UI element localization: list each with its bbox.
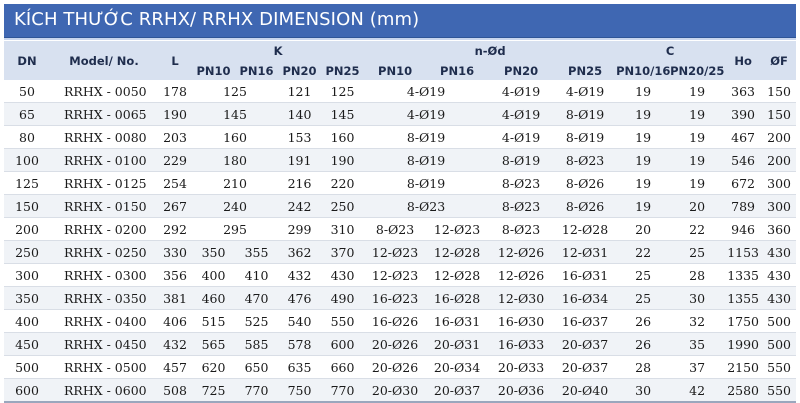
cell-k-pn20: 121 [278,80,321,103]
cell-c-pn2025: 28 [670,264,724,287]
cell-nod-pn25: 16-Ø31 [554,264,616,287]
cell-k-pn25: 370 [321,241,364,264]
cell-k-pn1016: 210 [192,172,278,195]
cell-ho: 946 [724,218,762,241]
cell-c-pn1016: 22 [616,241,670,264]
cell-nod-pn10: 20-Ø30 [364,379,426,403]
cell-nod-pn1016: 4-Ø19 [364,103,488,126]
cell-of: 200 [762,149,796,172]
cell-of: 150 [762,80,796,103]
cell-nod-pn20: 4-Ø19 [488,80,554,103]
cell-dn: 65 [4,103,50,126]
cell-ho: 546 [724,149,762,172]
cell-ho: 390 [724,103,762,126]
cell-nod-pn25: 8-Ø26 [554,195,616,218]
cell-model: RRHX - 0080 [50,126,158,149]
cell-nod-pn16: 12-Ø23 [426,218,488,241]
col-nod: n-Ød [364,41,616,61]
table-row [4,149,796,172]
cell-nod-pn20: 20-Ø36 [488,379,554,403]
col-k-pn16: PN16 [235,61,278,80]
title-bar [4,4,796,38]
cell-k-pn20: 216 [278,172,321,195]
cell-nod-pn16: 20-Ø31 [426,333,488,356]
col-nod-pn25: PN25 [554,61,616,80]
cell-of: 150 [762,103,796,126]
cell-nod-pn16: 12-Ø28 [426,241,488,264]
cell-nod-pn16: 20-Ø34 [426,356,488,379]
cell-nod-pn10: 8-Ø23 [364,218,426,241]
cell-l: 254 [158,172,192,195]
table-row [4,287,796,310]
cell-k-pn10: 350 [192,241,235,264]
cell-nod-pn25: 8-Ø23 [554,149,616,172]
cell-c-pn1016: 26 [616,333,670,356]
cell-k-pn10: 460 [192,287,235,310]
cell-c-pn2025: 37 [670,356,724,379]
cell-ho: 1355 [724,287,762,310]
cell-l: 267 [158,195,192,218]
cell-k-pn20: 153 [278,126,321,149]
cell-model: RRHX - 0100 [50,149,158,172]
cell-of: 430 [762,287,796,310]
cell-k-pn25: 220 [321,172,364,195]
cell-ho: 2580 [724,379,762,403]
cell-nod-pn10: 16-Ø26 [364,310,426,333]
cell-c-pn2025: 42 [670,379,724,403]
cell-l: 292 [158,218,192,241]
cell-ho: 1335 [724,264,762,287]
col-ho: Ho [724,41,762,80]
cell-nod-pn16: 16-Ø28 [426,287,488,310]
cell-nod-pn20: 12-Ø26 [488,264,554,287]
page-title: KÍCH THƯỚC RRHX/ RRHX DIMENSION (mm) [14,9,420,30]
cell-ho: 672 [724,172,762,195]
cell-l: 330 [158,241,192,264]
cell-k-pn25: 145 [321,103,364,126]
cell-nod-pn25: 20-Ø40 [554,379,616,403]
cell-c-pn1016: 19 [616,195,670,218]
cell-nod-pn20: 16-Ø33 [488,333,554,356]
cell-of: 430 [762,241,796,264]
cell-k-pn25: 125 [321,80,364,103]
cell-c-pn1016: 19 [616,172,670,195]
cell-ho: 789 [724,195,762,218]
cell-c-pn2025: 19 [670,126,724,149]
cell-dn: 400 [4,310,50,333]
cell-l: 432 [158,333,192,356]
cell-k-pn25: 430 [321,264,364,287]
col-nod-pn10: PN10 [364,61,426,80]
cell-model: RRHX - 0050 [50,80,158,103]
cell-of: 200 [762,126,796,149]
cell-c-pn2025: 35 [670,333,724,356]
cell-nod-pn25: 8-Ø19 [554,126,616,149]
cell-k-pn16: 585 [235,333,278,356]
cell-model: RRHX - 0600 [50,379,158,403]
cell-nod-pn10: 20-Ø26 [364,356,426,379]
cell-of: 500 [762,333,796,356]
cell-model: RRHX - 0150 [50,195,158,218]
cell-nod-pn25: 16-Ø34 [554,287,616,310]
cell-ho: 363 [724,80,762,103]
cell-k-pn25: 550 [321,310,364,333]
cell-nod-pn25: 4-Ø19 [554,80,616,103]
cell-dn: 50 [4,80,50,103]
cell-l: 203 [158,126,192,149]
cell-c-pn1016: 25 [616,264,670,287]
cell-k-pn25: 770 [321,379,364,403]
cell-dn: 450 [4,333,50,356]
cell-k-pn1016: 125 [192,80,278,103]
cell-l: 178 [158,80,192,103]
cell-k-pn25: 160 [321,126,364,149]
cell-dn: 100 [4,149,50,172]
cell-nod-pn25: 16-Ø37 [554,310,616,333]
cell-nod-pn20: 8-Ø23 [488,218,554,241]
cell-nod-pn16: 12-Ø28 [426,264,488,287]
table-row [4,172,796,195]
cell-k-pn10: 400 [192,264,235,287]
cell-ho: 2150 [724,356,762,379]
cell-of: 550 [762,379,796,403]
cell-dn: 125 [4,172,50,195]
col-c-pn2025: PN20/25 [670,61,724,80]
cell-ho: 1750 [724,310,762,333]
cell-k-pn1016: 295 [192,218,278,241]
cell-c-pn1016: 25 [616,287,670,310]
cell-of: 300 [762,195,796,218]
col-dn: DN [4,41,50,80]
cell-nod-pn25: 12-Ø31 [554,241,616,264]
col-k: K [192,41,364,61]
cell-dn: 350 [4,287,50,310]
cell-l: 406 [158,310,192,333]
cell-model: RRHX - 0250 [50,241,158,264]
cell-c-pn2025: 20 [670,195,724,218]
cell-model: RRHX - 0350 [50,287,158,310]
col-of: ØF [762,41,796,80]
cell-nod-pn20: 8-Ø23 [488,195,554,218]
col-nod-pn16: PN16 [426,61,488,80]
cell-nod-pn20: 4-Ø19 [488,103,554,126]
cell-ho: 467 [724,126,762,149]
cell-ho: 1153 [724,241,762,264]
dimension-table [4,41,796,403]
cell-c-pn1016: 28 [616,356,670,379]
cell-k-pn10: 515 [192,310,235,333]
cell-k-pn20: 362 [278,241,321,264]
cell-c-pn1016: 19 [616,80,670,103]
cell-nod-pn1016: 4-Ø19 [364,80,488,103]
cell-of: 500 [762,310,796,333]
cell-c-pn2025: 19 [670,149,724,172]
cell-k-pn25: 310 [321,218,364,241]
cell-c-pn2025: 19 [670,103,724,126]
cell-nod-pn1016: 8-Ø19 [364,126,488,149]
cell-c-pn2025: 25 [670,241,724,264]
cell-nod-pn20: 12-Ø30 [488,287,554,310]
table-row [4,379,796,403]
cell-nod-pn16: 16-Ø31 [426,310,488,333]
col-nod-pn20: PN20 [488,61,554,80]
cell-nod-pn1016: 8-Ø23 [364,195,488,218]
col-k-pn25: PN25 [321,61,364,80]
cell-k-pn10: 565 [192,333,235,356]
cell-k-pn10: 725 [192,379,235,403]
cell-c-pn1016: 20 [616,218,670,241]
table-row [4,195,796,218]
cell-l: 190 [158,103,192,126]
cell-c-pn2025: 30 [670,287,724,310]
cell-c-pn1016: 19 [616,149,670,172]
table-header [4,41,796,80]
cell-nod-pn25: 8-Ø19 [554,103,616,126]
table-body [4,80,796,402]
cell-nod-pn20: 8-Ø23 [488,172,554,195]
cell-c-pn2025: 19 [670,172,724,195]
cell-nod-pn10: 12-Ø23 [364,241,426,264]
cell-model: RRHX - 0200 [50,218,158,241]
cell-c-pn1016: 19 [616,126,670,149]
cell-of: 550 [762,356,796,379]
cell-k-pn16: 770 [235,379,278,403]
cell-of: 430 [762,264,796,287]
table-row [4,218,796,241]
col-c-pn1016: PN10/16 [616,61,670,80]
cell-k-pn20: 140 [278,103,321,126]
table-row [4,264,796,287]
cell-k-pn16: 410 [235,264,278,287]
cell-nod-pn20: 20-Ø33 [488,356,554,379]
col-k-pn20: PN20 [278,61,321,80]
cell-l: 508 [158,379,192,403]
cell-k-pn16: 355 [235,241,278,264]
table-row [4,103,796,126]
table-row [4,356,796,379]
cell-nod-pn1016: 8-Ø19 [364,149,488,172]
cell-k-pn20: 432 [278,264,321,287]
cell-of: 300 [762,172,796,195]
cell-k-pn25: 190 [321,149,364,172]
col-model: Model/ No. [50,41,158,80]
col-k-pn10: PN10 [192,61,235,80]
cell-nod-pn25: 8-Ø26 [554,172,616,195]
cell-k-pn1016: 145 [192,103,278,126]
cell-k-pn20: 476 [278,287,321,310]
cell-k-pn1016: 160 [192,126,278,149]
cell-model: RRHX - 0065 [50,103,158,126]
cell-c-pn2025: 32 [670,310,724,333]
cell-k-pn20: 750 [278,379,321,403]
cell-nod-pn20: 4-Ø19 [488,126,554,149]
cell-nod-pn10: 20-Ø26 [364,333,426,356]
cell-l: 356 [158,264,192,287]
cell-dn: 80 [4,126,50,149]
cell-nod-pn20: 8-Ø19 [488,149,554,172]
cell-l: 229 [158,149,192,172]
cell-dn: 300 [4,264,50,287]
cell-nod-pn1016: 8-Ø19 [364,172,488,195]
cell-c-pn1016: 30 [616,379,670,403]
cell-k-pn25: 600 [321,333,364,356]
cell-k-pn1016: 240 [192,195,278,218]
cell-k-pn16: 470 [235,287,278,310]
cell-model: RRHX - 0450 [50,333,158,356]
cell-l: 457 [158,356,192,379]
cell-c-pn2025: 22 [670,218,724,241]
cell-l: 381 [158,287,192,310]
cell-c-pn1016: 19 [616,103,670,126]
cell-nod-pn25: 12-Ø28 [554,218,616,241]
cell-nod-pn16: 20-Ø37 [426,379,488,403]
table-row [4,126,796,149]
cell-nod-pn25: 20-Ø37 [554,356,616,379]
cell-ho: 1990 [724,333,762,356]
cell-k-pn25: 250 [321,195,364,218]
cell-of: 360 [762,218,796,241]
cell-model: RRHX - 0400 [50,310,158,333]
table-row [4,310,796,333]
cell-k-pn25: 660 [321,356,364,379]
cell-k-pn20: 242 [278,195,321,218]
title-divider [4,38,796,40]
cell-k-pn16: 650 [235,356,278,379]
cell-nod-pn10: 12-Ø23 [364,264,426,287]
cell-k-pn25: 490 [321,287,364,310]
cell-c-pn2025: 19 [670,80,724,103]
cell-k-pn20: 191 [278,149,321,172]
col-c: C [616,41,724,61]
cell-nod-pn10: 16-Ø23 [364,287,426,310]
cell-model: RRHX - 0300 [50,264,158,287]
cell-dn: 200 [4,218,50,241]
cell-k-pn16: 525 [235,310,278,333]
cell-dn: 250 [4,241,50,264]
cell-model: RRHX - 0500 [50,356,158,379]
cell-dn: 600 [4,379,50,403]
cell-k-pn10: 620 [192,356,235,379]
cell-dn: 500 [4,356,50,379]
cell-model: RRHX - 0125 [50,172,158,195]
cell-k-pn1016: 180 [192,149,278,172]
cell-c-pn1016: 26 [616,310,670,333]
cell-nod-pn20: 12-Ø26 [488,241,554,264]
cell-dn: 150 [4,195,50,218]
cell-k-pn20: 578 [278,333,321,356]
col-l: L [158,41,192,80]
table-row [4,333,796,356]
cell-k-pn20: 299 [278,218,321,241]
table-row [4,80,796,103]
cell-k-pn20: 635 [278,356,321,379]
cell-nod-pn25: 20-Ø37 [554,333,616,356]
cell-nod-pn20: 16-Ø30 [488,310,554,333]
table-row [4,241,796,264]
cell-k-pn20: 540 [278,310,321,333]
